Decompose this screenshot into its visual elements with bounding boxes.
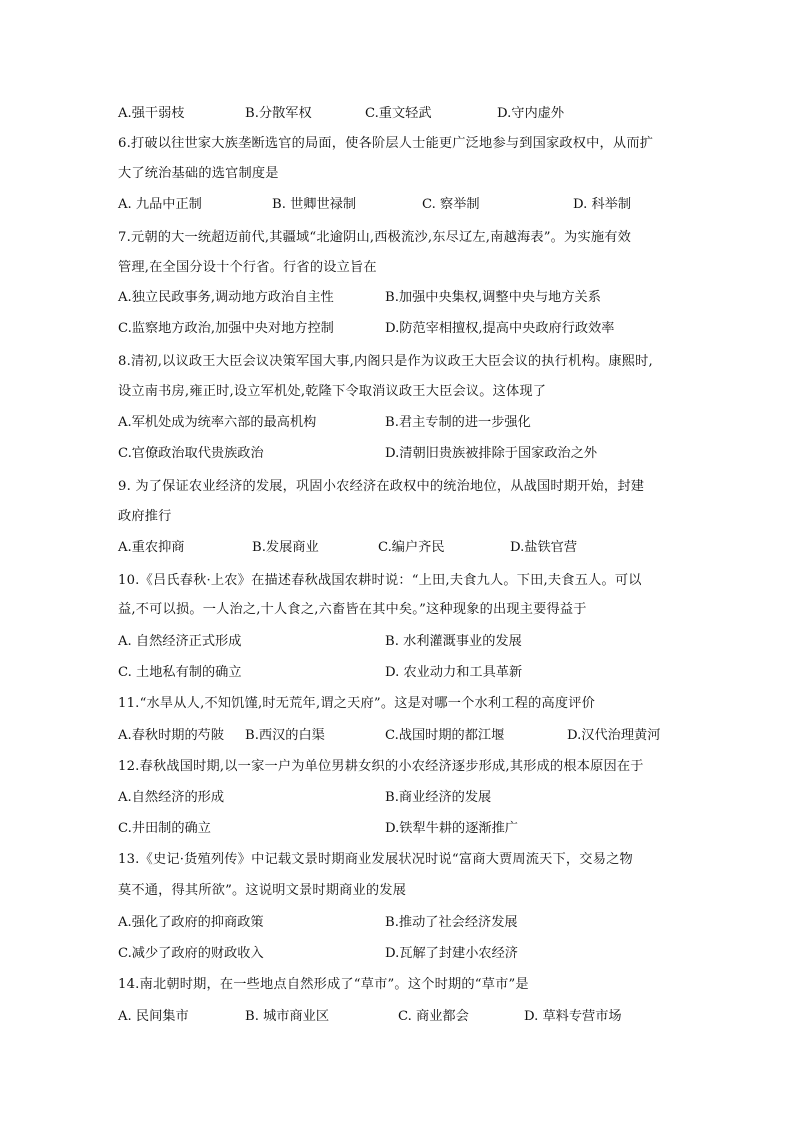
q5-option-d: D.守内虚外 <box>497 106 565 121</box>
q12-option-a: A.自然经济的形成 <box>118 790 225 805</box>
q10-stem-line-2: 益,不可以损。一人治之,十人食之,六畜皆在其中矣。”这种现象的出现主要得益于 <box>118 602 587 617</box>
q12-option-c: C.井田制的确立 <box>118 821 211 836</box>
q10-option-c: C. 土地私有制的确立 <box>118 665 242 680</box>
q8-option-b: B.君主专制的进一步强化 <box>385 415 531 430</box>
q6-option-a: A. 九品中正制 <box>118 197 202 212</box>
q6-stem-line-2: 大了统治基础的选官制度是 <box>118 166 279 181</box>
q7-stem-line-1: 7.元朝的大一统超迈前代,其疆域“北逾阴山,西极流沙,东尽辽左,南越海表”。为实施有效 <box>118 230 631 245</box>
q9-option-c: C.编户齐民 <box>378 540 445 555</box>
q6-option-b: B. 世卿世禄制 <box>272 197 357 212</box>
q10-option-d: D. 农业动力和工具革新 <box>385 665 523 680</box>
q7-option-c: C.监察地方政治,加强中央对地方控制 <box>118 321 334 336</box>
q12-stem-line-1: 12.春秋战国时期,以一家一户为单位男耕女织的小农经济逐步形成,其形成的根本原因在于 <box>118 759 644 774</box>
q6-option-c: C. 察举制 <box>422 197 480 212</box>
q10-option-a: A. 自然经济正式形成 <box>118 634 242 649</box>
q8-stem-line-2: 设立南书房,雍正时,设立军机处,乾隆下令取消议政王大臣会议。这体现了 <box>118 384 547 399</box>
q11-stem-line-1: 11.“水旱从人,不知饥馑,时无荒年,谓之天府”。这是对哪一个水利工程的高度评价 <box>118 696 596 711</box>
q14-stem-line-1: 14.南北朝时期，在一些地点自然形成了“草市”。这个时期的“草市”是 <box>118 977 529 992</box>
q11-option-b: B.西汉的白渠 <box>245 728 325 743</box>
q13-stem-line-2: 莫不通，得其所欲”。这说明文景时期商业的发展 <box>118 883 407 898</box>
q8-stem-line-1: 8.清初,以议政王大臣会议决策军国大事,内阁只是作为议政王大臣会议的执行机构。康熙时, <box>118 354 653 369</box>
q13-stem-line-1: 13.《史记·货殖列传》中记载文景时期商业发展状况时说“富商大贾周流天下，交易之物 <box>118 852 633 867</box>
q7-option-a: A.独立民政事务,调动地方政治自主性 <box>118 290 334 305</box>
q13-option-a: A.强化了政府的抑商政策 <box>118 915 264 930</box>
q13-option-d: D.瓦解了封建小农经济 <box>385 946 518 961</box>
q9-option-b: B.发展商业 <box>252 540 319 555</box>
q8-option-a: A.军机处成为统率六部的最高机构 <box>118 415 317 430</box>
q5-option-c: C.重文轻武 <box>365 106 432 121</box>
q14-option-d: D. 草料专营市场 <box>524 1009 622 1024</box>
q6-stem-line-1: 6.打破以往世家大族垄断选官的局面，使各阶层人士能更广泛地参与到国家政权中，从而扩 <box>118 136 654 151</box>
q7-stem-line-2: 管理,在全国分设十个行省。行省的设立旨在 <box>118 260 377 275</box>
q11-option-c: C.战国时期的都江堰 <box>385 728 505 743</box>
q10-option-b: B. 水利灌溉事业的发展 <box>385 634 522 649</box>
q7-option-d: D.防范宰相擅权,提高中央政府行政效率 <box>385 321 615 336</box>
q9-stem-line-1: 9. 为了保证农业经济的发展，巩固小农经济在政权中的统治地位，从战国时期开始，封建 <box>118 479 645 494</box>
q8-option-c: C.官僚政治取代贵族政治 <box>118 446 264 461</box>
q9-option-a: A.重农抑商 <box>118 540 185 555</box>
q5-option-b: B.分散军权 <box>245 106 312 121</box>
q7-option-b: B.加强中央集权,调整中央与地方关系 <box>385 290 601 305</box>
q11-option-d: D.汉代治理黄河 <box>567 728 661 743</box>
q11-option-a: A.春秋时期的芍陂 <box>118 728 225 743</box>
q14-option-b: B. 城市商业区 <box>245 1009 330 1024</box>
q9-stem-line-2: 政府推行 <box>118 509 172 524</box>
q12-option-b: B.商业经济的发展 <box>385 790 492 805</box>
q10-stem-line-1: 10.《吕氏春秋·上农》在描述春秋战国农耕时说：“上田,夫食九人。下田,夫食五人。可以 <box>118 573 642 588</box>
q13-option-b: B.推动了社会经济发展 <box>385 915 518 930</box>
q6-option-d: D. 科举制 <box>573 197 632 212</box>
q8-option-d: D.清朝旧贵族被排除于国家政治之外 <box>385 446 598 461</box>
q9-option-d: D.盐铁官营 <box>510 540 578 555</box>
q5-option-a: A.强干弱枝 <box>118 106 185 121</box>
q14-option-c: C. 商业都会 <box>398 1009 469 1024</box>
q14-option-a: A. 民间集市 <box>118 1009 189 1024</box>
q12-option-d: D.铁犁牛耕的逐渐推广 <box>385 821 518 836</box>
q13-option-c: C.减少了政府的财政收入 <box>118 946 264 961</box>
